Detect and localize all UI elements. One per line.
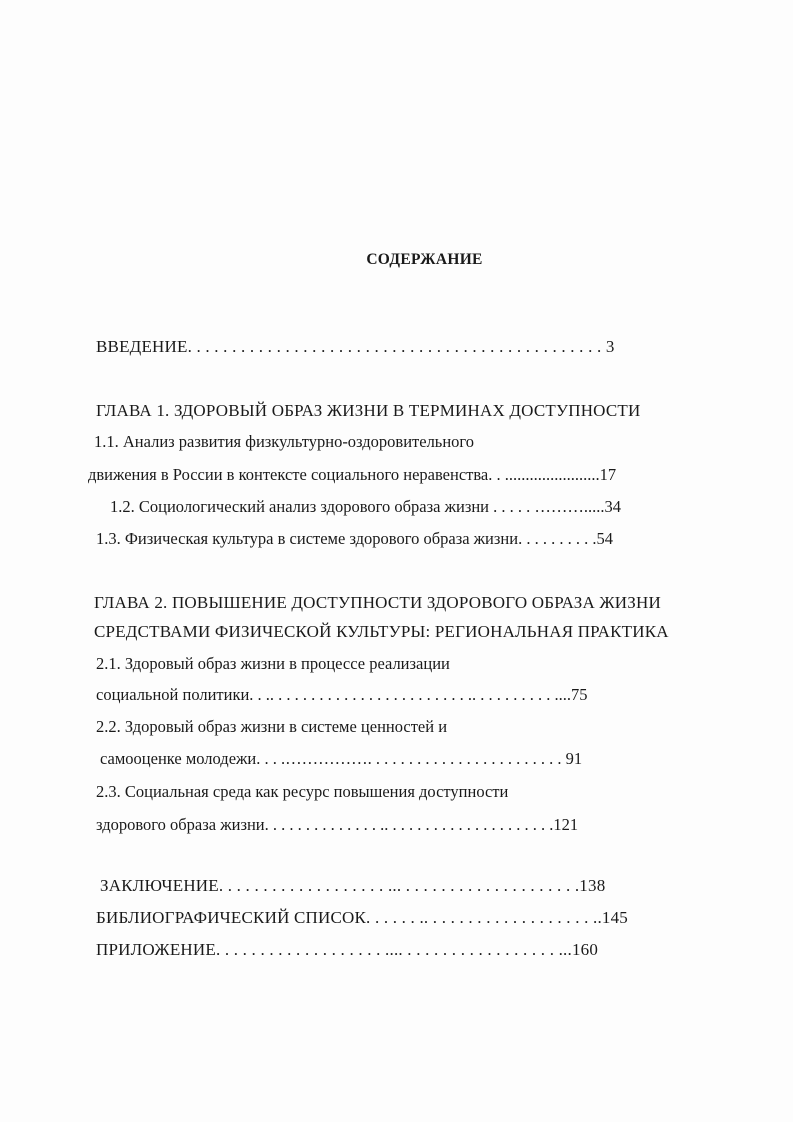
- toc-section-2-1-line-2: социальной политики. . .. . . . . . . . . . . . . . . . . . . . . . . . .. . . . . . . . . . ....75: [96, 685, 588, 704]
- toc-entry-introduction: ВВЕДЕНИЕ. . . . . . . . . . . . . . . . . . . . . . . . . . . . . . . . . . . . . . . . . . . . . . . 3: [96, 337, 615, 356]
- page-title: СОДЕРЖАНИЕ: [366, 251, 483, 268]
- toc-section-2-3-line-1: 2.3. Социальная среда как ресурс повышения доступности: [96, 782, 509, 801]
- toc-section-1-1-line-1: 1.1. Анализ развития физкультурно-оздоровительного: [94, 432, 475, 451]
- toc-section-1-2: 1.2. Социологический анализ здорового образа жизни . . . . . ……….....34: [110, 497, 622, 516]
- toc-section-2-2-line-1: 2.2. Здоровый образ жизни в системе ценностей и: [96, 717, 448, 736]
- toc-section-2-2-line-2: самооценке молодежи. . . .……………. . . . . . . . . . . . . . . . . . . . . . . . 91: [100, 749, 583, 768]
- toc-section-1-3: 1.3. Физическая культура в системе здорового образа жизни. . . . . . . . . .54: [96, 529, 613, 548]
- toc-chapter-2-heading-line-2: СРЕДСТВАМИ ФИЗИЧЕСКОЙ КУЛЬТУРЫ: РЕГИОНАЛЬНАЯ ПРАКТИКА: [94, 622, 669, 641]
- toc-section-1-1-line-2: движения в России в контексте социального неравенства. . .......................17: [88, 465, 617, 484]
- toc-entry-appendix: ПРИЛОЖЕНИЕ. . . . . . . . . . . . . . . . . . . .... . . . . . . . . . . . . . . . . . ...160: [96, 940, 599, 959]
- toc-section-2-3-line-2: здорового образа жизни. . . . . . . . . . . . . . .. . . . . . . . . . . . . . . . . . . . .121: [96, 815, 579, 834]
- toc-chapter-2-heading-line-1: ГЛАВА 2. ПОВЫШЕНИЕ ДОСТУПНОСТИ ЗДОРОВОГО ОБРАЗА ЖИЗНИ: [94, 593, 661, 612]
- toc-section-2-1-line-1: 2.1. Здоровый образ жизни в процессе реализации: [96, 654, 450, 673]
- toc-chapter-1-heading: ГЛАВА 1. ЗДОРОВЫЙ ОБРАЗ ЖИЗНИ В ТЕРМИНАХ ДОСТУПНОСТИ: [96, 401, 641, 420]
- toc-entry-bibliography: БИБЛИОГРАФИЧЕСКИЙ СПИСОК. . . . . . .. . . . . . . . . . . . . . . . . . . ..145: [96, 908, 628, 927]
- toc-entry-conclusion: ЗАКЛЮЧЕНИЕ. . . . . . . . . . . . . . . . . . . ... . . . . . . . . . . . . . . . . . . . .138: [100, 876, 606, 895]
